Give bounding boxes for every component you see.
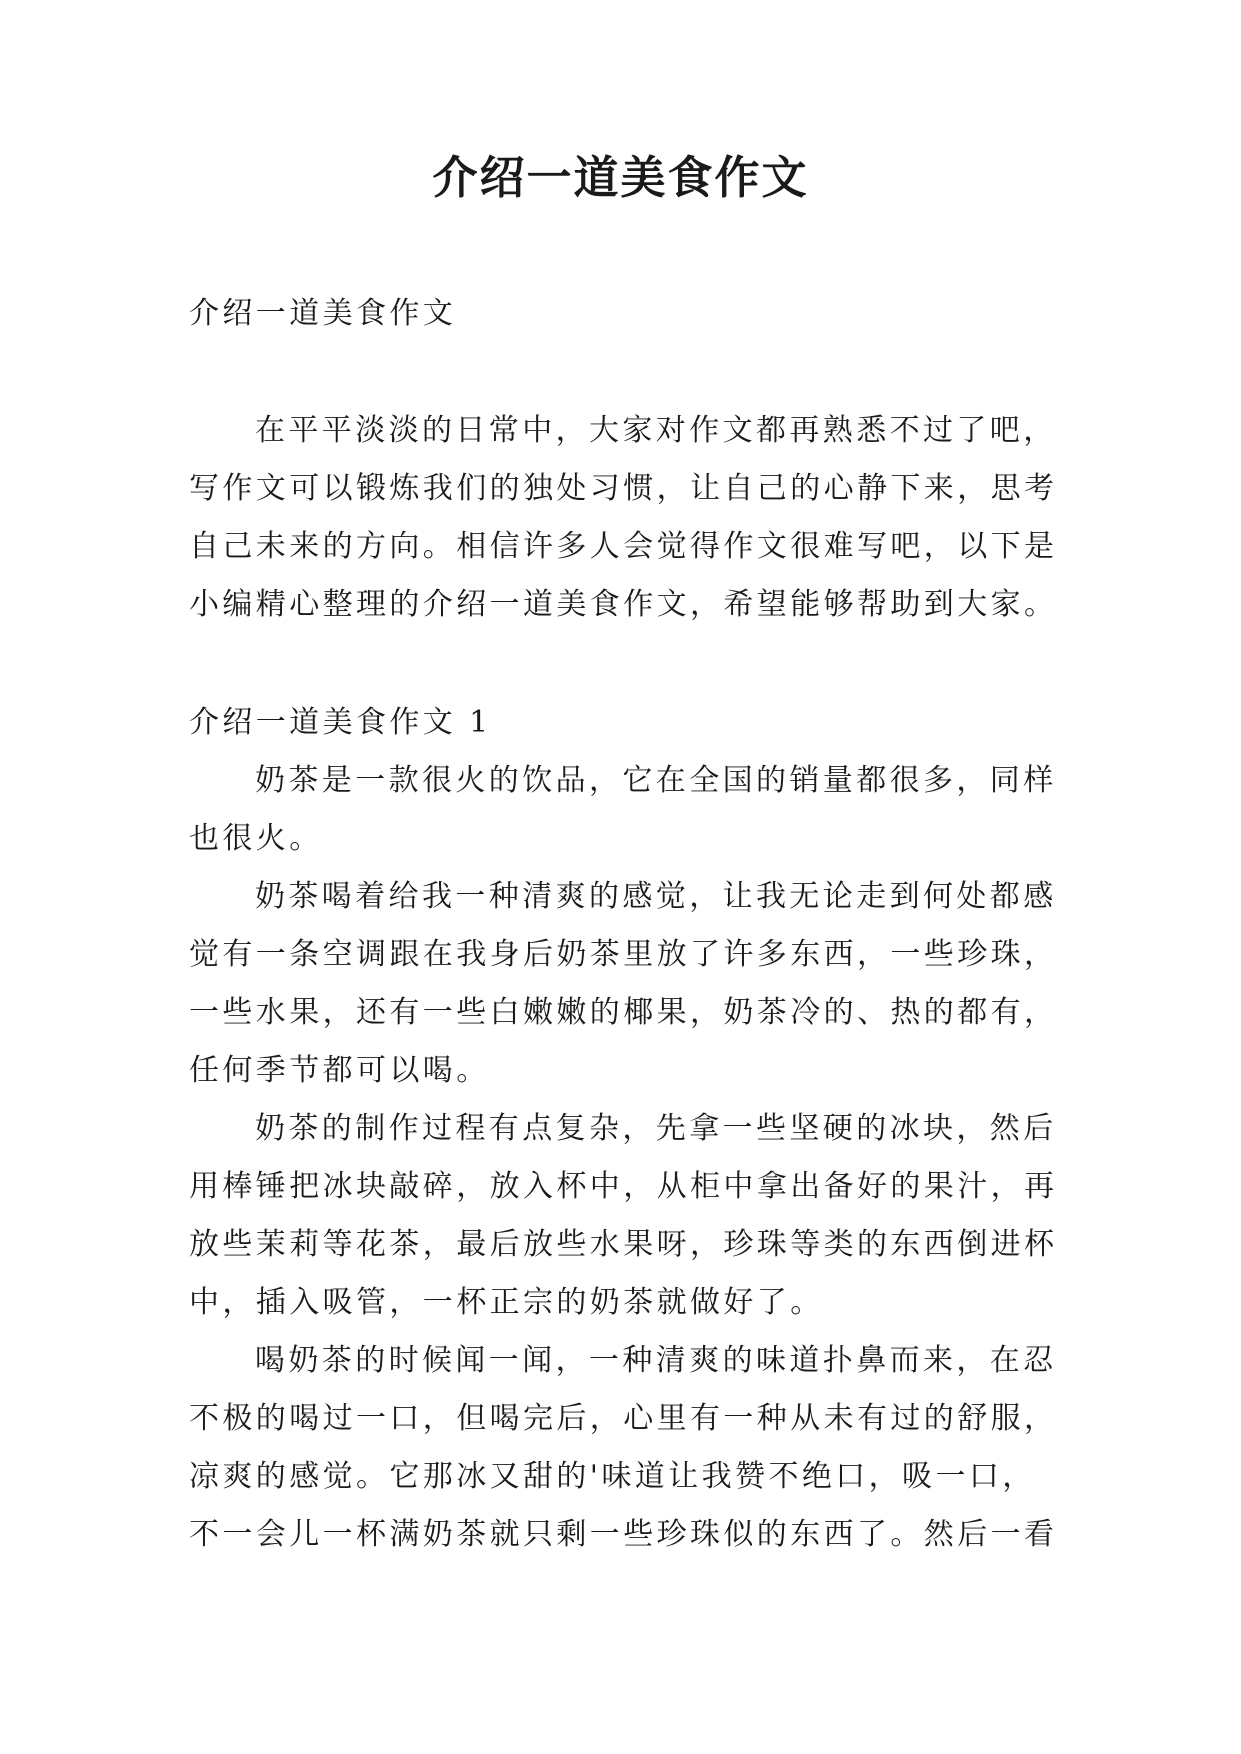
body-paragraph: 奶茶的制作过程有点复杂，先拿一些坚硬的冰块，然后用棒锤把冰块敲碎，放入杯中，从柜中拿出备好的果汁，再放些茉莉等花茶，最后放些水果呀，珍珠等类的东西倒进杯中，插入吸管，一杯正宗的奶茶就做好了。	[189, 1111, 1058, 1320]
body-paragraph: 奶茶喝着给我一种清爽的感觉，让我无论走到何处都感觉有一条空调跟在我身后奶茶里放了许多东西，一些珍珠，一些水果，还有一些白嫩嫩的椰果，奶茶冷的、热的都有，任何季节都可以喝。	[189, 879, 1058, 1088]
document-title: 介绍一道美食作文	[432, 151, 809, 204]
intro-paragraph: 在平平淡淡的日常中，大家对作文都再熟悉不过了吧，写作文可以锻炼我们的独处习惯，让自己的心静下来，思考自己未来的方向。相信许多人会觉得作文很难写吧，以下是小编精心整理的介绍一道美食作文，希望能够帮助到大家。	[189, 413, 1058, 622]
document-subtitle: 介绍一道美食作文	[189, 296, 457, 331]
section-heading: 介绍一道美食作文 1	[189, 705, 492, 740]
body-paragraph: 喝奶茶的时候闻一闻，一种清爽的味道扑鼻而来，在忍不极的喝过一口，但喝完后，心里有一种从未有过的舒服，凉爽的感觉。它那冰又甜的'味道让我赞不绝口，吸一口，不一会儿一杯满奶茶就只剩一些珍珠似的东西了。然后一看	[189, 1343, 1058, 1552]
body-paragraph: 奶茶是一款很火的饮品，它在全国的销量都很多，同样也很火。	[189, 763, 1057, 856]
